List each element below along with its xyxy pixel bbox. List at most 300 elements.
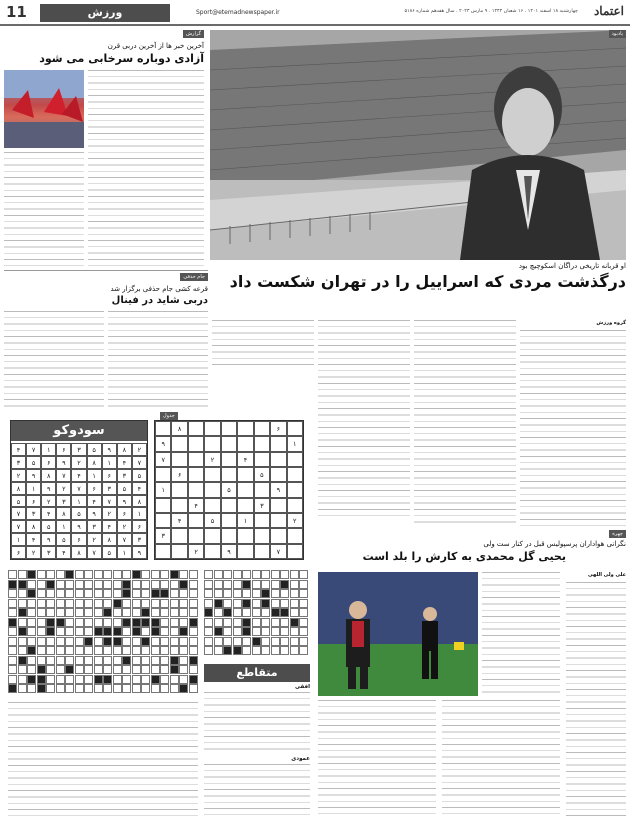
sudoku-puzzle-cell[interactable] — [287, 482, 303, 497]
crossword-cell[interactable] — [170, 637, 179, 646]
crossword-cell[interactable] — [103, 684, 112, 693]
crossword-cell[interactable] — [103, 637, 112, 646]
crossword-cell[interactable] — [8, 618, 17, 627]
crossword-cell[interactable] — [103, 589, 112, 598]
crossword-cell[interactable] — [170, 665, 179, 674]
crossword-cell[interactable] — [189, 675, 198, 684]
crossword-cell[interactable] — [141, 656, 150, 665]
crossword-cell[interactable] — [65, 580, 74, 589]
sudoku-puzzle-cell[interactable]: ۸ — [171, 421, 187, 436]
crossword-cell[interactable] — [8, 684, 17, 693]
crossword-cell[interactable] — [160, 580, 169, 589]
crossword-cell[interactable] — [27, 665, 36, 674]
crossword-cell[interactable] — [189, 580, 198, 589]
crossword-cell[interactable] — [8, 665, 17, 674]
crossword-cell[interactable] — [103, 675, 112, 684]
crossword-cell[interactable] — [56, 570, 65, 579]
crossword-cell[interactable] — [132, 684, 141, 693]
crossword-cell[interactable] — [170, 627, 179, 636]
crossword-cell[interactable] — [94, 675, 103, 684]
sudoku-puzzle-cell[interactable] — [188, 528, 204, 543]
crossword-cell[interactable] — [160, 599, 169, 608]
crossword-cell[interactable] — [46, 580, 55, 589]
crossword-cell[interactable] — [75, 580, 84, 589]
crossword-cell[interactable] — [151, 646, 160, 655]
crossword-cell[interactable] — [18, 675, 27, 684]
crossword-cell[interactable] — [94, 665, 103, 674]
crossword-cell[interactable] — [37, 589, 46, 598]
crossword-cell[interactable] — [113, 580, 122, 589]
crossword-cell[interactable] — [75, 646, 84, 655]
crossword-cell[interactable] — [113, 665, 122, 674]
sudoku-puzzle-cell[interactable] — [155, 421, 171, 436]
crossword-cell[interactable] — [170, 675, 179, 684]
crossword-cell[interactable] — [141, 637, 150, 646]
sudoku-puzzle-cell[interactable]: ۹ — [221, 544, 237, 559]
crossword-cell[interactable] — [113, 646, 122, 655]
sudoku-puzzle-cell[interactable] — [221, 513, 237, 528]
sudoku-puzzle-cell[interactable] — [287, 421, 303, 436]
crossword-cell[interactable] — [27, 627, 36, 636]
crossword-cell[interactable] — [27, 580, 36, 589]
sudoku-puzzle-cell[interactable] — [221, 498, 237, 513]
crossword-cell[interactable] — [132, 608, 141, 617]
sudoku-puzzle-cell[interactable]: ۳ — [254, 498, 270, 513]
sudoku-puzzle-cell[interactable] — [155, 513, 171, 528]
crossword-cell[interactable] — [46, 570, 55, 579]
crossword-cell[interactable] — [189, 599, 198, 608]
crossword-cell[interactable] — [84, 580, 93, 589]
sudoku-puzzle-cell[interactable] — [270, 436, 286, 451]
crossword-cell[interactable] — [8, 656, 17, 665]
crossword-cell[interactable] — [18, 589, 27, 598]
sudoku-puzzle-cell[interactable]: ۷ — [270, 544, 286, 559]
crossword-cell[interactable] — [160, 684, 169, 693]
sudoku-puzzle-cell[interactable] — [188, 421, 204, 436]
crossword-cell[interactable] — [46, 589, 55, 598]
crossword-cell[interactable] — [94, 570, 103, 579]
crossword-cell[interactable] — [37, 599, 46, 608]
crossword-cell[interactable] — [18, 646, 27, 655]
crossword-cell[interactable] — [65, 618, 74, 627]
crossword-cell[interactable] — [151, 656, 160, 665]
sudoku-puzzle-cell[interactable] — [254, 513, 270, 528]
crossword-cell[interactable] — [141, 646, 150, 655]
crossword-cell[interactable] — [8, 608, 17, 617]
crossword-cell[interactable] — [75, 675, 84, 684]
crossword-cell[interactable] — [27, 646, 36, 655]
crossword-cell[interactable] — [56, 618, 65, 627]
crossword-cell[interactable] — [103, 618, 112, 627]
sudoku-puzzle-cell[interactable] — [204, 498, 220, 513]
crossword-cell[interactable] — [122, 580, 131, 589]
crossword-cell[interactable] — [141, 675, 150, 684]
sudoku-puzzle-cell[interactable]: ۹ — [270, 482, 286, 497]
crossword-cell[interactable] — [37, 665, 46, 674]
crossword-cell[interactable] — [179, 684, 188, 693]
crossword-cell[interactable] — [94, 599, 103, 608]
crossword-cell[interactable] — [75, 599, 84, 608]
crossword-cell[interactable] — [170, 618, 179, 627]
crossword-cell[interactable] — [8, 675, 17, 684]
crossword-cell[interactable] — [56, 589, 65, 598]
crossword-cell[interactable] — [37, 637, 46, 646]
sudoku-puzzle-cell[interactable] — [270, 498, 286, 513]
crossword-cell[interactable] — [65, 656, 74, 665]
crossword-cell[interactable] — [179, 665, 188, 674]
crossword-grid[interactable] — [8, 570, 198, 698]
crossword-cell[interactable] — [56, 608, 65, 617]
crossword-cell[interactable] — [27, 618, 36, 627]
crossword-cell[interactable] — [94, 646, 103, 655]
crossword-cell[interactable] — [113, 599, 122, 608]
crossword-cell[interactable] — [113, 608, 122, 617]
crossword-cell[interactable] — [18, 608, 27, 617]
crossword-cell[interactable] — [56, 580, 65, 589]
crossword-cell[interactable] — [160, 646, 169, 655]
crossword-cell[interactable] — [103, 608, 112, 617]
crossword-cell[interactable] — [37, 646, 46, 655]
crossword-cell[interactable] — [141, 580, 150, 589]
crossword-cell[interactable] — [151, 589, 160, 598]
sudoku-puzzle-cell[interactable] — [221, 528, 237, 543]
crossword-cell[interactable] — [170, 656, 179, 665]
sudoku-puzzle-cell[interactable] — [237, 421, 253, 436]
crossword-cell[interactable] — [103, 599, 112, 608]
crossword-cell[interactable] — [189, 656, 198, 665]
sudoku-puzzle-cell[interactable] — [155, 544, 171, 559]
crossword-cell[interactable] — [27, 656, 36, 665]
crossword-cell[interactable] — [122, 684, 131, 693]
sudoku-puzzle-cell[interactable]: ۴ — [237, 452, 253, 467]
crossword-cell[interactable] — [179, 618, 188, 627]
crossword-cell[interactable] — [75, 665, 84, 674]
crossword-cell[interactable] — [170, 646, 179, 655]
crossword-cell[interactable] — [113, 627, 122, 636]
sudoku-puzzle-cell[interactable] — [171, 452, 187, 467]
crossword-cell[interactable] — [189, 570, 198, 579]
crossword-cell[interactable] — [160, 608, 169, 617]
crossword-cell[interactable] — [179, 637, 188, 646]
crossword-cell[interactable] — [84, 599, 93, 608]
crossword-cell[interactable] — [75, 589, 84, 598]
crossword-cell[interactable] — [46, 627, 55, 636]
crossword-cell[interactable] — [103, 656, 112, 665]
crossword-cell[interactable] — [84, 665, 93, 674]
crossword-cell[interactable] — [18, 656, 27, 665]
crossword-cell[interactable] — [160, 627, 169, 636]
crossword-cell[interactable] — [179, 608, 188, 617]
crossword-cell[interactable] — [75, 627, 84, 636]
sudoku-puzzle-cell[interactable] — [287, 452, 303, 467]
sudoku-puzzle-cell[interactable] — [237, 436, 253, 451]
sudoku-puzzle-cell[interactable]: ۵ — [204, 513, 220, 528]
crossword-cell[interactable] — [179, 675, 188, 684]
crossword-cell[interactable] — [141, 599, 150, 608]
crossword-cell[interactable] — [75, 684, 84, 693]
crossword-cell[interactable] — [151, 637, 160, 646]
sudoku-puzzle-cell[interactable]: ۶ — [171, 467, 187, 482]
crossword-cell[interactable] — [151, 665, 160, 674]
sudoku-puzzle-cell[interactable]: ۱ — [237, 513, 253, 528]
sudoku-puzzle-cell[interactable]: ۳ — [155, 528, 171, 543]
crossword-cell[interactable] — [84, 646, 93, 655]
sudoku-puzzle-cell[interactable] — [237, 544, 253, 559]
crossword-cell[interactable] — [84, 627, 93, 636]
crossword-cell[interactable] — [84, 618, 93, 627]
sudoku-puzzle-cell[interactable]: ۵ — [221, 482, 237, 497]
crossword-cell[interactable] — [113, 637, 122, 646]
crossword-cell[interactable] — [132, 618, 141, 627]
crossword-cell[interactable] — [46, 608, 55, 617]
crossword-cell[interactable] — [65, 684, 74, 693]
crossword-cell[interactable] — [122, 656, 131, 665]
crossword-cell[interactable] — [132, 627, 141, 636]
crossword-cell[interactable] — [132, 589, 141, 598]
crossword-cell[interactable] — [8, 637, 17, 646]
crossword-cell[interactable] — [103, 646, 112, 655]
crossword-cell[interactable] — [56, 646, 65, 655]
crossword-cell[interactable] — [170, 684, 179, 693]
sudoku-puzzle-cell[interactable]: ۹ — [155, 436, 171, 451]
crossword-cell[interactable] — [75, 637, 84, 646]
crossword-cell[interactable] — [122, 627, 131, 636]
crossword-cell[interactable] — [113, 589, 122, 598]
crossword-cell[interactable] — [84, 675, 93, 684]
crossword-cell[interactable] — [46, 637, 55, 646]
sudoku-puzzle-cell[interactable]: ۷ — [155, 452, 171, 467]
sudoku-puzzle-cell[interactable] — [237, 528, 253, 543]
crossword-cell[interactable] — [27, 599, 36, 608]
crossword-cell[interactable] — [122, 589, 131, 598]
crossword-cell[interactable] — [27, 608, 36, 617]
crossword-cell[interactable] — [56, 627, 65, 636]
crossword-cell[interactable] — [8, 627, 17, 636]
sudoku-puzzle-cell[interactable] — [188, 452, 204, 467]
sudoku-puzzle-cell[interactable] — [188, 436, 204, 451]
crossword-cell[interactable] — [46, 646, 55, 655]
crossword-cell[interactable] — [65, 646, 74, 655]
crossword-cell[interactable] — [84, 589, 93, 598]
crossword-cell[interactable] — [84, 637, 93, 646]
sudoku-puzzle-cell[interactable] — [270, 452, 286, 467]
crossword-cell[interactable] — [27, 675, 36, 684]
crossword-cell[interactable] — [56, 599, 65, 608]
sudoku-puzzle-cell[interactable] — [155, 498, 171, 513]
crossword-cell[interactable] — [18, 665, 27, 674]
crossword-cell[interactable] — [94, 580, 103, 589]
crossword-cell[interactable] — [122, 599, 131, 608]
crossword-cell[interactable] — [18, 627, 27, 636]
crossword-cell[interactable] — [56, 637, 65, 646]
crossword-cell[interactable] — [84, 570, 93, 579]
sudoku-puzzle-cell[interactable] — [237, 467, 253, 482]
crossword-cell[interactable] — [27, 637, 36, 646]
crossword-cell[interactable] — [160, 637, 169, 646]
sudoku-puzzle-cell[interactable] — [204, 482, 220, 497]
crossword-cell[interactable] — [170, 580, 179, 589]
crossword-cell[interactable] — [189, 608, 198, 617]
crossword-cell[interactable] — [65, 608, 74, 617]
crossword-cell[interactable] — [18, 684, 27, 693]
crossword-cell[interactable] — [18, 618, 27, 627]
sudoku-puzzle-cell[interactable] — [221, 452, 237, 467]
sudoku-puzzle-cell[interactable] — [270, 467, 286, 482]
crossword-cell[interactable] — [132, 599, 141, 608]
crossword-cell[interactable] — [46, 684, 55, 693]
sudoku-puzzle-cell[interactable] — [237, 498, 253, 513]
sudoku-puzzle-cell[interactable] — [221, 467, 237, 482]
crossword-cell[interactable] — [189, 589, 198, 598]
sudoku-puzzle-cell[interactable] — [270, 513, 286, 528]
crossword-cell[interactable] — [84, 684, 93, 693]
crossword-cell[interactable] — [27, 589, 36, 598]
crossword-cell[interactable] — [132, 675, 141, 684]
crossword-cell[interactable] — [179, 570, 188, 579]
crossword-cell[interactable] — [141, 608, 150, 617]
crossword-cell[interactable] — [18, 570, 27, 579]
crossword-cell[interactable] — [113, 570, 122, 579]
crossword-cell[interactable] — [122, 637, 131, 646]
crossword-cell[interactable] — [113, 675, 122, 684]
sudoku-puzzle-cell[interactable] — [155, 467, 171, 482]
crossword-cell[interactable] — [65, 599, 74, 608]
crossword-cell[interactable] — [179, 589, 188, 598]
section-email[interactable]: Sport@etemadnewspaper.ir — [196, 9, 280, 16]
crossword-cell[interactable] — [160, 665, 169, 674]
sudoku-puzzle-cell[interactable]: ۱ — [155, 482, 171, 497]
crossword-cell[interactable] — [132, 646, 141, 655]
crossword-cell[interactable] — [8, 646, 17, 655]
sudoku-puzzle-cell[interactable] — [237, 482, 253, 497]
crossword-cell[interactable] — [160, 618, 169, 627]
crossword-cell[interactable] — [94, 589, 103, 598]
crossword-cell[interactable] — [103, 665, 112, 674]
crossword-cell[interactable] — [151, 627, 160, 636]
crossword-cell[interactable] — [8, 580, 17, 589]
crossword-cell[interactable] — [27, 570, 36, 579]
crossword-cell[interactable] — [189, 646, 198, 655]
sudoku-puzzle-cell[interactable] — [254, 436, 270, 451]
crossword-cell[interactable] — [103, 580, 112, 589]
crossword-cell[interactable] — [151, 608, 160, 617]
crossword-cell[interactable] — [170, 608, 179, 617]
crossword-cell[interactable] — [170, 589, 179, 598]
crossword-cell[interactable] — [151, 684, 160, 693]
crossword-cell[interactable] — [75, 656, 84, 665]
crossword-cell[interactable] — [37, 570, 46, 579]
sudoku-puzzle-cell[interactable] — [188, 467, 204, 482]
crossword-cell[interactable] — [189, 684, 198, 693]
crossword-cell[interactable] — [141, 618, 150, 627]
crossword-cell[interactable] — [179, 580, 188, 589]
crossword-cell[interactable] — [132, 656, 141, 665]
crossword-cell[interactable] — [179, 646, 188, 655]
crossword-cell[interactable] — [141, 684, 150, 693]
crossword-cell[interactable] — [94, 637, 103, 646]
sudoku-puzzle-cell[interactable] — [254, 544, 270, 559]
crossword-cell[interactable] — [113, 656, 122, 665]
sudoku-puzzle-cell[interactable] — [221, 421, 237, 436]
crossword-cell[interactable] — [189, 618, 198, 627]
sudoku-puzzle-cell[interactable] — [287, 467, 303, 482]
crossword-cell[interactable] — [8, 599, 17, 608]
crossword-cell[interactable] — [65, 675, 74, 684]
crossword-cell[interactable] — [75, 618, 84, 627]
crossword-cell[interactable] — [18, 637, 27, 646]
crossword-cell[interactable] — [179, 627, 188, 636]
crossword-cell[interactable] — [189, 665, 198, 674]
sudoku-puzzle-cell[interactable] — [287, 498, 303, 513]
crossword-cell[interactable] — [65, 570, 74, 579]
crossword-cell[interactable] — [37, 608, 46, 617]
crossword-cell[interactable] — [122, 618, 131, 627]
crossword-cell[interactable] — [46, 675, 55, 684]
crossword-cell[interactable] — [27, 684, 36, 693]
crossword-cell[interactable] — [65, 589, 74, 598]
crossword-cell[interactable] — [160, 675, 169, 684]
crossword-cell[interactable] — [65, 637, 74, 646]
crossword-cell[interactable] — [132, 665, 141, 674]
crossword-cell[interactable] — [56, 675, 65, 684]
sudoku-puzzle-cell[interactable] — [171, 544, 187, 559]
crossword-cell[interactable] — [94, 608, 103, 617]
crossword-cell[interactable] — [132, 637, 141, 646]
sudoku-puzzle-cell[interactable] — [204, 544, 220, 559]
crossword-cell[interactable] — [37, 627, 46, 636]
sudoku-puzzle-cell[interactable] — [254, 528, 270, 543]
sudoku-puzzle-cell[interactable] — [287, 544, 303, 559]
sudoku-puzzle-cell[interactable] — [171, 498, 187, 513]
crossword-cell[interactable] — [37, 618, 46, 627]
crossword-cell[interactable] — [56, 665, 65, 674]
crossword-cell[interactable] — [94, 656, 103, 665]
sudoku-puzzle-cell[interactable]: ۱ — [287, 436, 303, 451]
sudoku-puzzle-cell[interactable]: ۲ — [287, 513, 303, 528]
crossword-cell[interactable] — [46, 665, 55, 674]
crossword-cell[interactable] — [103, 627, 112, 636]
crossword-cell[interactable] — [94, 618, 103, 627]
crossword-cell[interactable] — [160, 656, 169, 665]
crossword-cell[interactable] — [37, 656, 46, 665]
crossword-cell[interactable] — [8, 570, 17, 579]
crossword-cell[interactable] — [179, 599, 188, 608]
crossword-cell[interactable] — [56, 656, 65, 665]
crossword-cell[interactable] — [37, 684, 46, 693]
crossword-cell[interactable] — [37, 580, 46, 589]
crossword-cell[interactable] — [65, 665, 74, 674]
crossword-cell[interactable] — [141, 570, 150, 579]
sudoku-puzzle-cell[interactable] — [188, 513, 204, 528]
crossword-cell[interactable] — [141, 627, 150, 636]
crossword-cell[interactable] — [46, 656, 55, 665]
crossword-cell[interactable] — [151, 618, 160, 627]
crossword-cell[interactable] — [84, 608, 93, 617]
crossword-cell[interactable] — [179, 656, 188, 665]
sudoku-puzzle-cell[interactable]: ۲ — [188, 544, 204, 559]
crossword-cell[interactable] — [75, 570, 84, 579]
sudoku-puzzle-cell[interactable] — [270, 528, 286, 543]
crossword-cell[interactable] — [75, 608, 84, 617]
crossword-cell[interactable] — [151, 599, 160, 608]
sudoku-puzzle-cell[interactable] — [254, 452, 270, 467]
crossword-cell[interactable] — [94, 627, 103, 636]
crossword-cell[interactable] — [170, 570, 179, 579]
crossword-cell[interactable] — [8, 589, 17, 598]
crossword-cell[interactable] — [18, 580, 27, 589]
crossword-cell[interactable] — [160, 570, 169, 579]
sudoku-puzzle-cell[interactable] — [188, 482, 204, 497]
